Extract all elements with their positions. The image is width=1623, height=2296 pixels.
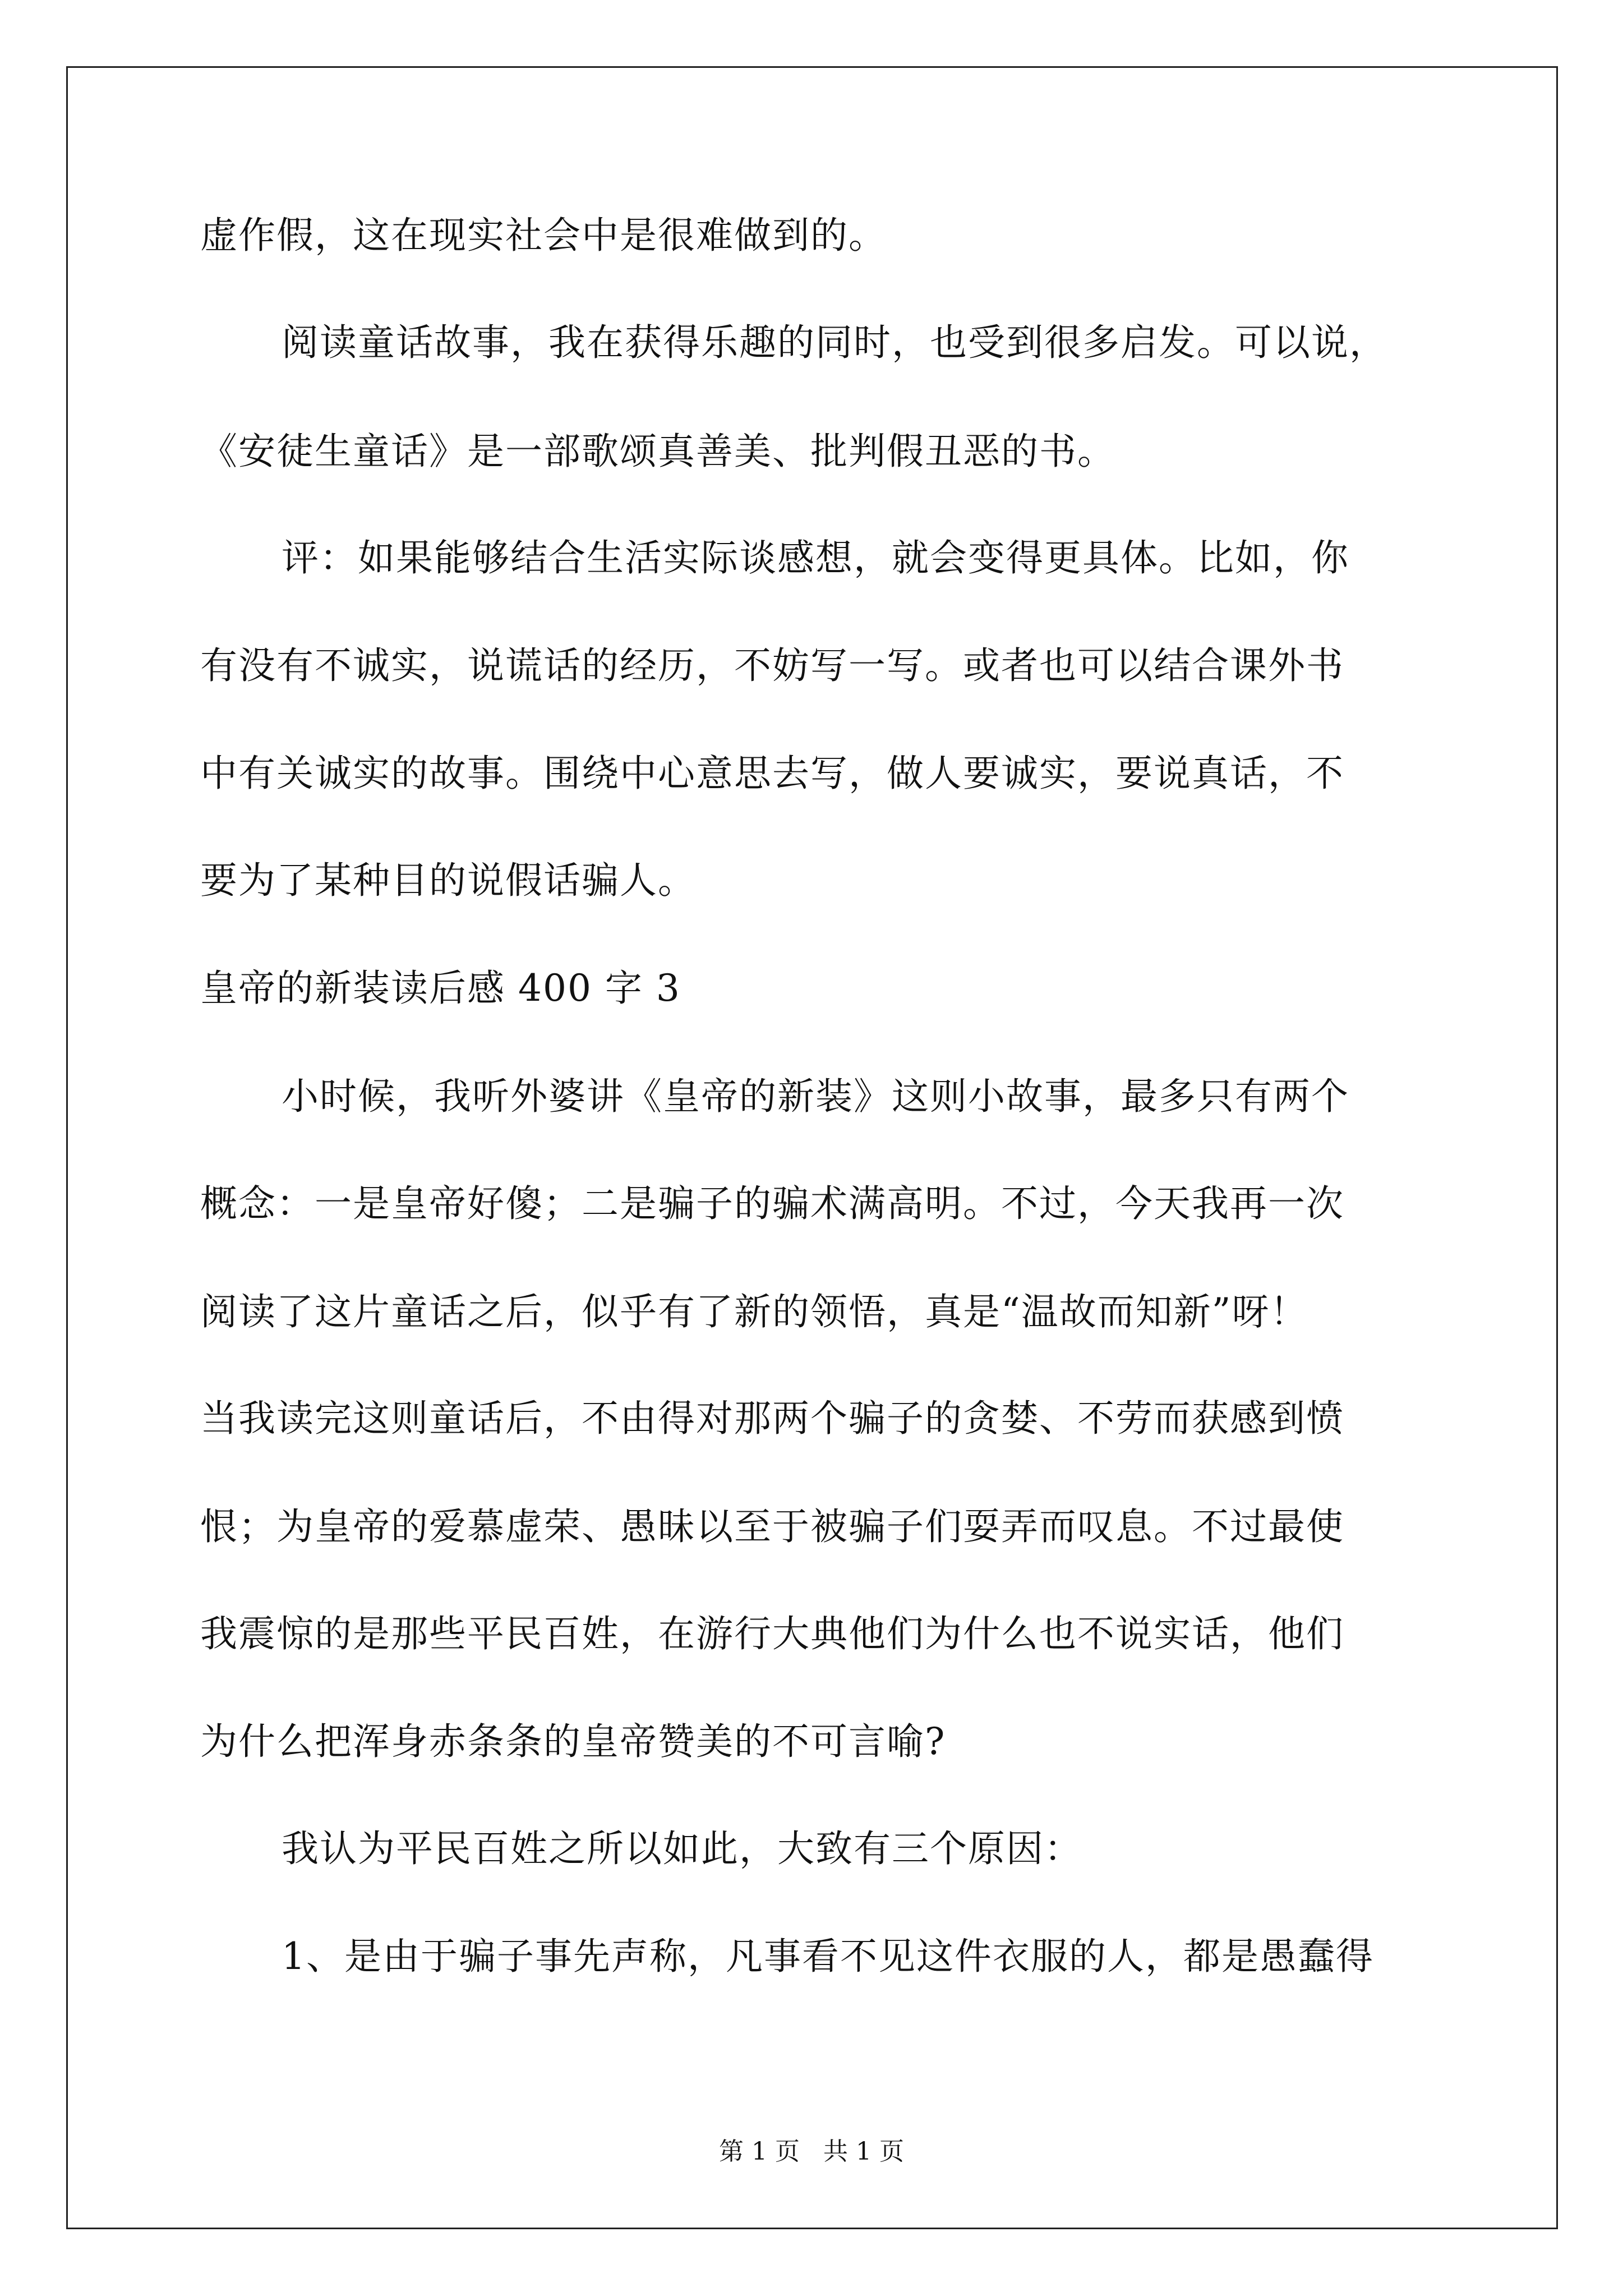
body-line-12: 当我读完这则童话后，不由得对那两个骗子的贪婪、不劳而获感到愤	[200, 1397, 1344, 1440]
body-line-5: 有没有不诚实，说谎话的经历，不妨写一写。或者也可以结合课外书	[200, 644, 1344, 687]
body-line-2: 阅读童话故事，我在获得乐趣的同时，也受到很多启发。可以说，	[282, 321, 1387, 364]
body-line-7: 要为了某种目的说假话骗人。	[200, 859, 696, 902]
body-line-13: 恨；为皇帝的爱慕虚荣、愚昧以至于被骗子们耍弄而叹息。不过最使	[200, 1505, 1344, 1548]
body-line-10: 概念：一是皇帝好傻；二是骗子的骗术满高明。不过，今天我再一次	[200, 1182, 1344, 1225]
body-line-11: 阅读了这片童话之后，似乎有了新的领悟，真是“温故而知新”呀！	[200, 1290, 1308, 1333]
body-line-6: 中有关诚实的故事。围绕中心意思去写，做人要诚实，要说真话，不	[200, 752, 1344, 795]
body-line-9: 小时候，我听外婆讲《皇帝的新装》这则小故事，最多只有两个	[282, 1075, 1349, 1118]
body-line-3: 《安徒生童话》是一部歌颂真善美、批判假丑恶的书。	[200, 430, 1115, 473]
body-line-17: 1、是由于骗子事先声称，凡事看不见这件衣服的人，都是愚蠢得	[282, 1935, 1374, 1978]
page-footer: 第 1 页 共 1 页	[719, 2137, 904, 2166]
body-line-4: 评：如果能够结合生活实际谈感想，就会变得更具体。比如，你	[282, 536, 1349, 579]
body-line-16: 我认为平民百姓之所以如此，大致有三个原因：	[282, 1827, 1082, 1870]
body-line-14: 我震惊的是那些平民百姓，在游行大典他们为什么也不说实话，他们	[200, 1612, 1344, 1655]
body-line-1: 虚作假，这在现实社会中是很难做到的。	[200, 214, 887, 257]
page-border	[66, 66, 1558, 2229]
body-line-15: 为什么把浑身赤条条的皇帝赞美的不可言喻?	[200, 1720, 946, 1763]
section-heading: 皇帝的新装读后感 400 字 3	[200, 967, 681, 1010]
